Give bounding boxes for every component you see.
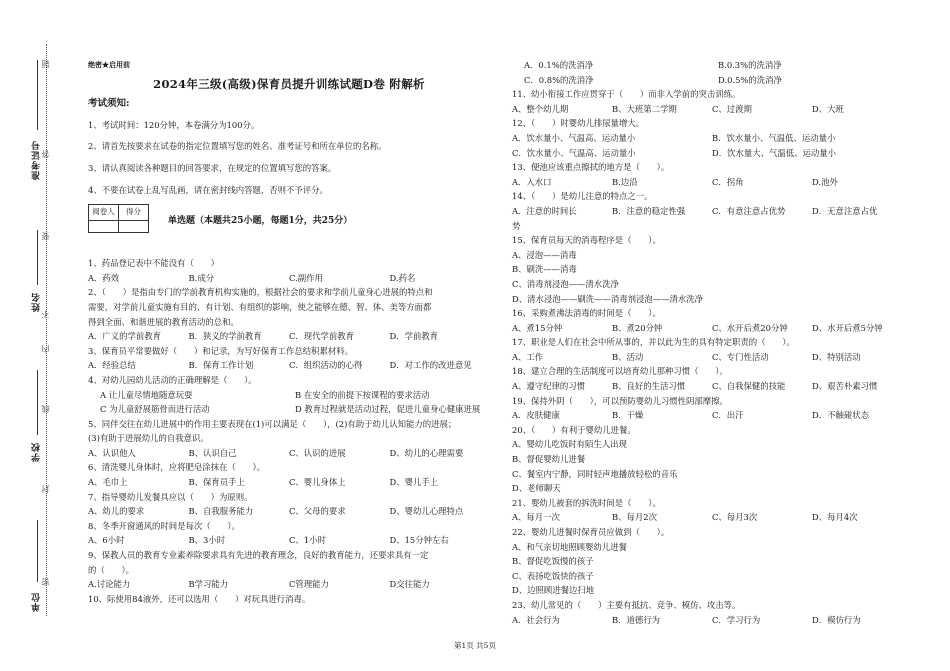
answer-option[interactable]: C、认识的进展 bbox=[289, 447, 346, 458]
seal-char: 线 bbox=[41, 405, 50, 413]
score-table-grader-cell[interactable] bbox=[89, 220, 119, 232]
question-stem: (3)有助于进展幼儿的自我意识。 bbox=[88, 433, 209, 444]
answer-option[interactable]: A、浸泡——消毒 bbox=[512, 249, 577, 260]
answer-option[interactable]: B、活动 bbox=[612, 351, 644, 362]
answer-option[interactable]: B．狭义的学前教育 bbox=[188, 331, 262, 342]
option-row bbox=[512, 131, 912, 160]
question-item bbox=[512, 219, 912, 234]
question-item bbox=[88, 592, 490, 607]
answer-option[interactable]: B 在安全的前提下按课程的要求活动 bbox=[295, 389, 430, 400]
answer-option[interactable]: B、3小时 bbox=[188, 535, 226, 546]
answer-option[interactable]: A、毛巾上 bbox=[88, 477, 128, 488]
question-item bbox=[88, 373, 490, 417]
answer-option[interactable]: C、自我保健的技能 bbox=[712, 381, 786, 392]
question-stem: 需要，对学前儿童实施有目的、有计划、有组织的影响，使之能够在德、智、体、美等方面都 bbox=[88, 301, 432, 312]
answer-option[interactable]: D、特别活动 bbox=[812, 351, 861, 362]
answer-option[interactable]: B．注意的稳定性强 bbox=[612, 205, 686, 216]
answer-option[interactable]: B.成分 bbox=[188, 272, 215, 283]
option-row bbox=[512, 204, 912, 219]
seal-char: 题 bbox=[41, 60, 50, 68]
option-row bbox=[512, 379, 912, 394]
answer-option[interactable]: A、工作 bbox=[512, 351, 544, 362]
answer-option[interactable]: A．入水口 bbox=[512, 176, 552, 187]
question-item bbox=[512, 58, 912, 87]
answer-option[interactable]: D、老师聊天 bbox=[512, 483, 561, 494]
question-stem: 12、（ ）时婴幼儿排尿量增大。 bbox=[512, 118, 645, 129]
question-item bbox=[512, 189, 912, 218]
option-row bbox=[512, 408, 912, 423]
seal-char: 不 bbox=[41, 310, 50, 318]
score-area bbox=[88, 204, 490, 232]
page-footer: 第1页 共5页 bbox=[454, 641, 496, 650]
answer-option[interactable]: B、良好的生活习惯 bbox=[612, 381, 686, 392]
answer-option[interactable]: A、认识他人 bbox=[88, 447, 136, 458]
answer-option[interactable]: B、刷洗——消毒 bbox=[512, 264, 577, 275]
answer-option[interactable]: D、大班 bbox=[812, 103, 844, 114]
score-table-score-cell[interactable] bbox=[119, 220, 149, 232]
question-item bbox=[88, 344, 490, 373]
option-row bbox=[88, 329, 490, 344]
answer-option[interactable]: A．药效 bbox=[88, 272, 120, 283]
option-row bbox=[88, 358, 490, 373]
notice-item: 2、请首先按要求在试卷的指定位置填写您的姓名、准考证号和所在单位的名称。 bbox=[88, 141, 387, 152]
answer-option[interactable]: D、15分钟左右 bbox=[389, 535, 449, 546]
question-item bbox=[512, 394, 912, 423]
notice-item: 3、请认真阅读各种题目的回答要求，在规定的位置填写您的答案。 bbox=[88, 162, 337, 173]
question-item bbox=[512, 87, 912, 116]
answer-option[interactable]: B、自我服务能力 bbox=[188, 506, 254, 517]
question-stem: 19、保持外阴（ ），可以预防婴幼儿习惯性阴部摩擦。 bbox=[512, 395, 728, 406]
option-row bbox=[512, 510, 912, 525]
answer-option[interactable]: A、和气亲切地照顾婴幼儿进餐 bbox=[512, 541, 627, 552]
option-row bbox=[512, 175, 912, 190]
answer-option[interactable]: D、婴幼儿心理特点 bbox=[389, 506, 464, 517]
answer-option[interactable]: D．模仿行为 bbox=[812, 614, 861, 625]
question-list-right bbox=[512, 58, 912, 627]
unit-line bbox=[37, 520, 38, 582]
question-stem: 2、（ ）是指由专门的学前教育机构实施的，根据社会的要求和学前儿童身心进展的特点和 bbox=[88, 287, 433, 298]
answer-option[interactable]: B.0.3%的洗消净 bbox=[718, 60, 782, 70]
answer-option[interactable]: C 为儿童舒展筋骨而进行活动 bbox=[100, 404, 210, 415]
answer-option[interactable]: C、餐室内宁静，同时轻声地播放轻松的音乐 bbox=[512, 468, 678, 479]
question-stem: 23、幼儿常见的（ ）主要有抵抗、竞争、模仿、攻击等。 bbox=[512, 599, 741, 610]
question-item bbox=[512, 525, 912, 598]
answer-option[interactable]: A．注意的时间长 bbox=[512, 205, 577, 216]
question-stem: 势 bbox=[512, 220, 521, 231]
secret-mark: 绝密★启用前 bbox=[88, 60, 130, 69]
answer-option[interactable]: A.讨论能力 bbox=[88, 579, 131, 590]
answer-option[interactable]: D．无意注意占优 bbox=[812, 205, 878, 216]
answer-option[interactable]: C、消毒剂浸泡——清水洗净 bbox=[512, 278, 619, 289]
option-row bbox=[88, 446, 490, 461]
question-item bbox=[512, 496, 912, 525]
answer-option[interactable]: D、幼儿的心理需要 bbox=[389, 447, 464, 458]
seal-dotted-line bbox=[46, 44, 47, 616]
question-item bbox=[88, 417, 490, 461]
question-item bbox=[88, 256, 490, 285]
question-stem: 3、保育员平常要做好（ ）和记录，为写好保育工作总结积累材料。 bbox=[88, 345, 353, 356]
answer-option[interactable]: D.药名 bbox=[389, 272, 416, 283]
option-row bbox=[512, 321, 912, 336]
answer-option[interactable]: B、认识自己 bbox=[188, 447, 237, 458]
question-item bbox=[88, 519, 490, 548]
answer-option[interactable]: C．出汗 bbox=[712, 410, 744, 421]
answer-option[interactable]: B、大班第二学期 bbox=[612, 103, 677, 114]
answer-option[interactable]: A、整个幼儿期 bbox=[512, 103, 569, 114]
answer-option[interactable]: C、过渡期 bbox=[712, 103, 752, 114]
left-column bbox=[88, 58, 490, 606]
question-stem: 1、药品登记表中不能没有（ ） bbox=[88, 258, 219, 269]
question-stem: 10、际使用84液外，还可以选用（ ）对玩具进行消毒。 bbox=[88, 593, 311, 604]
answer-option[interactable]: D．学前教育 bbox=[389, 331, 439, 342]
question-item bbox=[88, 490, 490, 519]
answer-option[interactable]: D．不触碰状态 bbox=[812, 410, 869, 421]
answer-option[interactable]: A、婴幼儿吃饭时有陌生人出现 bbox=[512, 439, 627, 450]
question-stem: 13、便池应该重点擦拭的地方是（ ）。 bbox=[512, 162, 670, 173]
option-row bbox=[88, 504, 490, 519]
seal-char: 密 bbox=[41, 578, 50, 586]
question-stem: 14、（ ）是幼儿注意的特点之一。 bbox=[512, 191, 653, 202]
answer-option[interactable]: C管理能力 bbox=[289, 579, 329, 590]
question-item bbox=[512, 598, 912, 627]
answer-option[interactable]: A、煮15分钟 bbox=[512, 322, 563, 333]
seal-char: 封 bbox=[41, 485, 50, 493]
question-stem: 5、同伴交往在幼儿进展中的作用主要表现在(1)可以满足（ ），(2)有助于幼儿认知能力的进展； bbox=[88, 418, 457, 429]
answer-option[interactable]: D、清水浸泡——刷洗——消毒剂浸泡——清水洗净 bbox=[512, 293, 703, 304]
question-item bbox=[512, 423, 912, 496]
question-item bbox=[512, 233, 912, 306]
answer-option[interactable]: B．干燥 bbox=[612, 410, 644, 421]
answer-option[interactable]: C.副作用 bbox=[289, 272, 323, 283]
question-stem: 20、（ ）有利于婴幼儿进餐。 bbox=[512, 424, 636, 435]
answer-option[interactable]: A、幼儿的要求 bbox=[88, 506, 145, 517]
answer-option[interactable]: B、督促吃饭慢的孩子 bbox=[512, 556, 594, 567]
answer-option[interactable]: A．社会行为 bbox=[512, 614, 560, 625]
question-item bbox=[512, 364, 912, 393]
question-item bbox=[88, 285, 490, 343]
question-item bbox=[88, 548, 490, 592]
exam-number-line bbox=[37, 60, 38, 130]
question-item bbox=[512, 306, 912, 335]
answer-option[interactable]: B、每月2次 bbox=[612, 512, 657, 523]
notice-item: 1、考试时间：120分钟，本卷满分为100分。 bbox=[88, 119, 260, 130]
option-row bbox=[512, 350, 912, 365]
option-row bbox=[512, 248, 912, 306]
answer-option[interactable]: C．学习行为 bbox=[712, 614, 761, 625]
answer-option[interactable]: C、专门性活动 bbox=[712, 351, 769, 362]
answer-option[interactable]: D.0.5%的洗消净 bbox=[718, 74, 782, 85]
option-row bbox=[88, 533, 490, 548]
option-row bbox=[88, 271, 490, 286]
question-stem: 22、婴幼儿进餐时保育员应做到（ ）。 bbox=[512, 527, 670, 537]
question-stem: 9、保教人员的教育专业素养除要求具有先进的教育理念，良好的教育能力，还要求具有一定 bbox=[88, 550, 429, 561]
answer-option[interactable]: A．饮水量小、气温高、运动量小 bbox=[512, 132, 636, 143]
answer-option[interactable]: D.池外 bbox=[812, 176, 838, 187]
right-column bbox=[512, 58, 912, 627]
question-stem: 16、采购煮沸法消毒的时间是（ ）。 bbox=[512, 308, 661, 319]
binding-label-name: 姓名 bbox=[32, 292, 42, 312]
answer-option[interactable]: A 让儿童尽情地随意玩耍 bbox=[100, 389, 193, 400]
answer-option[interactable]: A．广义的学前教育 bbox=[88, 331, 162, 342]
score-table-grader-header: 阅卷人 bbox=[89, 205, 119, 221]
answer-option[interactable]: B．饮水量小、气温低、运动量小 bbox=[712, 132, 836, 143]
answer-option[interactable]: D交往能力 bbox=[389, 579, 430, 590]
binding-label-school: 学校 bbox=[32, 442, 42, 462]
question-stem: 18、建立合理的生活制度可以培育幼儿那种习惯（ ）。 bbox=[512, 366, 728, 377]
question-item bbox=[512, 335, 912, 364]
answer-option[interactable]: D 教育过程就是活动过程，促进儿童身心健康进展 bbox=[295, 404, 481, 415]
answer-option[interactable]: C．饮水量小、气温高、运动量小 bbox=[512, 147, 636, 158]
option-row bbox=[512, 58, 912, 87]
option-row bbox=[88, 475, 490, 490]
school-line bbox=[37, 370, 38, 435]
score-table-score-header: 得分 bbox=[119, 205, 149, 221]
option-row bbox=[512, 613, 912, 628]
score-table bbox=[88, 204, 149, 233]
question-stem: 的（ ）。 bbox=[88, 564, 135, 575]
answer-option[interactable]: D．饮水量大、气温低、运动量小 bbox=[712, 147, 836, 158]
answer-option[interactable]: C．组织活动的心得 bbox=[289, 360, 363, 371]
answer-option[interactable]: D、艰苦朴素习惯 bbox=[812, 381, 878, 392]
answer-option[interactable]: C．0.8%的洗消净 bbox=[524, 74, 594, 85]
question-stem: 11、幼小衔接工作应贯穿于（ ）而非入学前的突击训练。 bbox=[512, 89, 741, 100]
answer-option[interactable]: B学习能力 bbox=[188, 579, 229, 590]
answer-option[interactable]: C、每月3次 bbox=[712, 512, 758, 523]
question-stem: 4、对幼儿园幼儿活动的正确理解是（ ）。 bbox=[88, 374, 257, 385]
answer-option[interactable]: C．有意注意占优势 bbox=[712, 205, 786, 216]
answer-option[interactable]: A．皮肤健康 bbox=[512, 410, 560, 421]
answer-option[interactable]: C、水开后煮20分钟 bbox=[712, 322, 788, 333]
answer-option[interactable]: C、父母的要求 bbox=[289, 506, 346, 517]
answer-option[interactable]: B、煮20分钟 bbox=[612, 322, 663, 333]
notice-item: 4、不要在试卷上乱写乱画，请在密封线内答题，否则不予评分。 bbox=[88, 184, 328, 195]
answer-option[interactable]: D、边照顾进餐边扫地 bbox=[512, 585, 595, 596]
seal-char: 内 bbox=[41, 345, 50, 353]
answer-option[interactable]: A．经验总结 bbox=[88, 360, 136, 371]
answer-option[interactable]: D、每月4次 bbox=[812, 512, 858, 523]
option-row bbox=[88, 388, 490, 417]
option-row bbox=[512, 540, 912, 598]
binding-margin bbox=[0, 0, 60, 671]
question-stem: 21、婴幼儿被套的拆洗时间是（ ）。 bbox=[512, 497, 661, 508]
question-item bbox=[512, 116, 912, 160]
question-stem: 17、职业是人们在社会中所从事的，并以此为生的具有特定职责的（ ）。 bbox=[512, 337, 795, 348]
answer-option[interactable]: C、表扬吃饭快的孩子 bbox=[512, 570, 594, 581]
notice-heading: 考试须知: bbox=[88, 98, 130, 110]
option-row bbox=[512, 102, 912, 117]
answer-option[interactable]: A、6小时 bbox=[88, 535, 125, 546]
answer-option[interactable]: B、督促婴幼儿进餐 bbox=[512, 454, 586, 465]
option-row bbox=[512, 437, 912, 495]
question-stem: 15、保育员每天的消毒程序是（ ）。 bbox=[512, 235, 661, 246]
answer-option[interactable]: B.边沿 bbox=[612, 176, 638, 187]
question-stem: 7、指导婴幼儿发餐具应以（ ）为原则。 bbox=[88, 491, 253, 502]
seal-char: 答 bbox=[41, 150, 50, 158]
answer-option[interactable]: B、保育员手上 bbox=[188, 477, 245, 488]
question-stem: 6、清洗婴儿身体时，应将肥皂涂抹在（ ）。 bbox=[88, 462, 266, 473]
question-stem: 得到全面、和谐进展的教育活动的总和。 bbox=[88, 316, 239, 327]
answer-option[interactable]: D、水开后煮5分钟 bbox=[812, 322, 883, 333]
exam-title: 2024年三级(高级)保育员提升训练试题D卷 附解析 bbox=[153, 76, 425, 91]
answer-option[interactable]: B．保育工作计划 bbox=[188, 360, 254, 371]
answer-option[interactable]: C．现代学前教育 bbox=[289, 331, 355, 342]
section-heading: 单选题（本题共25小题，每题1分，共25分） bbox=[168, 216, 353, 227]
question-item bbox=[512, 160, 912, 189]
answer-option[interactable]: B．道德行为 bbox=[612, 614, 661, 625]
answer-option[interactable]: A．0.1%的洗消净 bbox=[524, 60, 594, 70]
answer-option[interactable]: C、婴儿身体上 bbox=[289, 477, 346, 488]
answer-option[interactable]: A、每月一次 bbox=[512, 512, 560, 523]
seal-char: 要 bbox=[41, 232, 50, 240]
binding-label-unit: 单位 bbox=[32, 592, 42, 612]
answer-option[interactable]: D．对工作的改进意见 bbox=[389, 360, 472, 371]
answer-option[interactable]: C、1小时 bbox=[289, 535, 326, 546]
name-line bbox=[37, 230, 38, 285]
binding-label-exam-number: 准考证号 bbox=[32, 140, 42, 180]
answer-option[interactable]: C．拐角 bbox=[712, 176, 744, 187]
question-stem: 8、冬季开窗通风的时间是每次（ ）。 bbox=[88, 520, 240, 531]
option-row bbox=[88, 577, 490, 592]
question-list-left bbox=[88, 256, 490, 606]
question-item bbox=[88, 460, 490, 489]
answer-option[interactable]: D、婴儿手上 bbox=[389, 477, 439, 488]
answer-option[interactable]: A、遵守纪律的习惯 bbox=[512, 381, 586, 392]
